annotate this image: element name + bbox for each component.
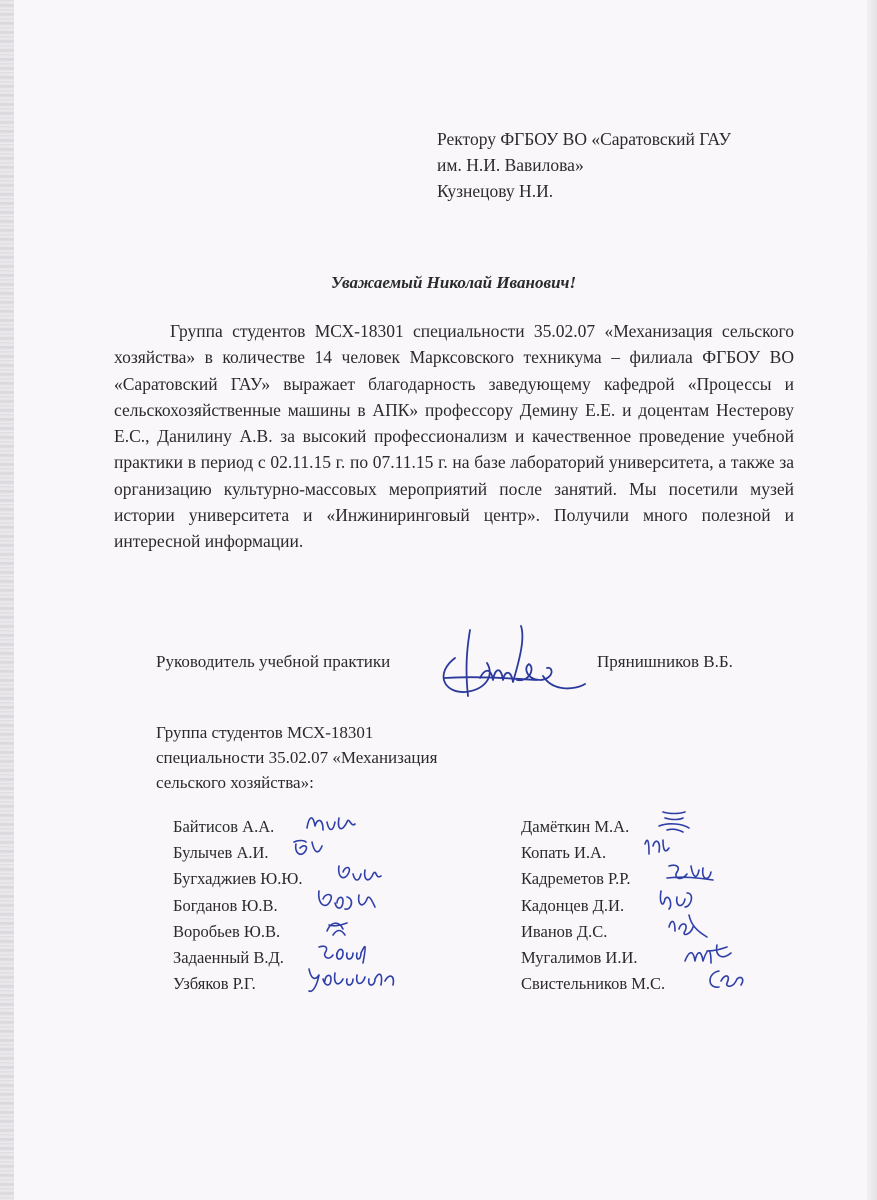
addressee-line: им. Н.И. Вавилова» bbox=[437, 155, 584, 175]
group-line: Группа студентов МСХ-18301 bbox=[156, 723, 374, 742]
student-row bbox=[173, 840, 483, 866]
student-row bbox=[521, 971, 771, 997]
scan-edge-right bbox=[867, 0, 877, 1200]
student-name: Богданов Ю.В. bbox=[173, 895, 278, 915]
student-name: Булычев А.И. bbox=[173, 843, 269, 863]
supervisor-signature bbox=[425, 618, 590, 708]
scan-edge-left bbox=[0, 0, 14, 1200]
student-row bbox=[173, 971, 483, 997]
student-name: Байтисов А.А. bbox=[173, 817, 275, 836]
student-name: Иванов Д.С. bbox=[521, 921, 608, 941]
student-signature bbox=[305, 965, 405, 995]
student-name: Воробьев Ю.В. bbox=[173, 921, 281, 941]
group-line: специальности 35.02.07 «Механизация bbox=[156, 748, 438, 767]
student-list-right bbox=[521, 814, 771, 997]
addressee-block bbox=[437, 126, 731, 204]
student-name: Мугалимов И.И. bbox=[521, 947, 638, 967]
greeting: Уважаемый Николай Иванович! bbox=[330, 273, 577, 292]
group-line: сельского хозяйства»: bbox=[156, 773, 314, 792]
student-name: Задаенный В.Д. bbox=[173, 947, 284, 967]
addressee-line: Кузнецову Н.И. bbox=[437, 181, 554, 201]
student-name: Дамёткин М.А. bbox=[521, 817, 630, 836]
supervisor-label: Руководитель учебной практики bbox=[156, 652, 391, 671]
student-name: Кадонцев Д.И. bbox=[521, 895, 625, 915]
student-row bbox=[521, 893, 771, 919]
supervisor-name: Прянишников В.Б. bbox=[597, 652, 733, 671]
student-row bbox=[521, 866, 771, 892]
student-list-left bbox=[173, 814, 483, 997]
student-name: Бугхаджиев Ю.Ю. bbox=[173, 869, 303, 889]
student-name: Свистельников М.С. bbox=[521, 974, 666, 994]
addressee-line: Ректору ФГБОУ ВО «Саратовский ГАУ bbox=[437, 129, 731, 149]
student-name: Копать И.А. bbox=[521, 843, 607, 863]
student-name: Узбяков Р.Г. bbox=[173, 974, 256, 994]
letter-body: Группа студентов МСХ-18301 специальности 35.02.07 «Механизация сельского хозяйства» в количестве 14 человек Марксовского техникума – филиала ФГБОУ ВО «Саратовский ГАУ» выражает благодарность заведующему кафедрой «Процессы и сельскохозяйственные машины в АПК» профессору Демину Е.Е. и доцентам Нестерову Е.С., Данилину А.В. за высокий профессионализм и качественное проведение учебной практики в период с 02.11.15 г. по 07.11.15 г. на базе лабораторий университета, а также за организацию культурно-массовых мероприятий после занятий. Мы посетили музей истории университета и «Инжиниринговый центр». Получили много полезной и интересной информации. bbox=[114, 321, 794, 552]
student-signature bbox=[703, 965, 775, 995]
student-name: Кадреметов Р.Р. bbox=[521, 869, 631, 889]
group-header bbox=[156, 720, 437, 795]
